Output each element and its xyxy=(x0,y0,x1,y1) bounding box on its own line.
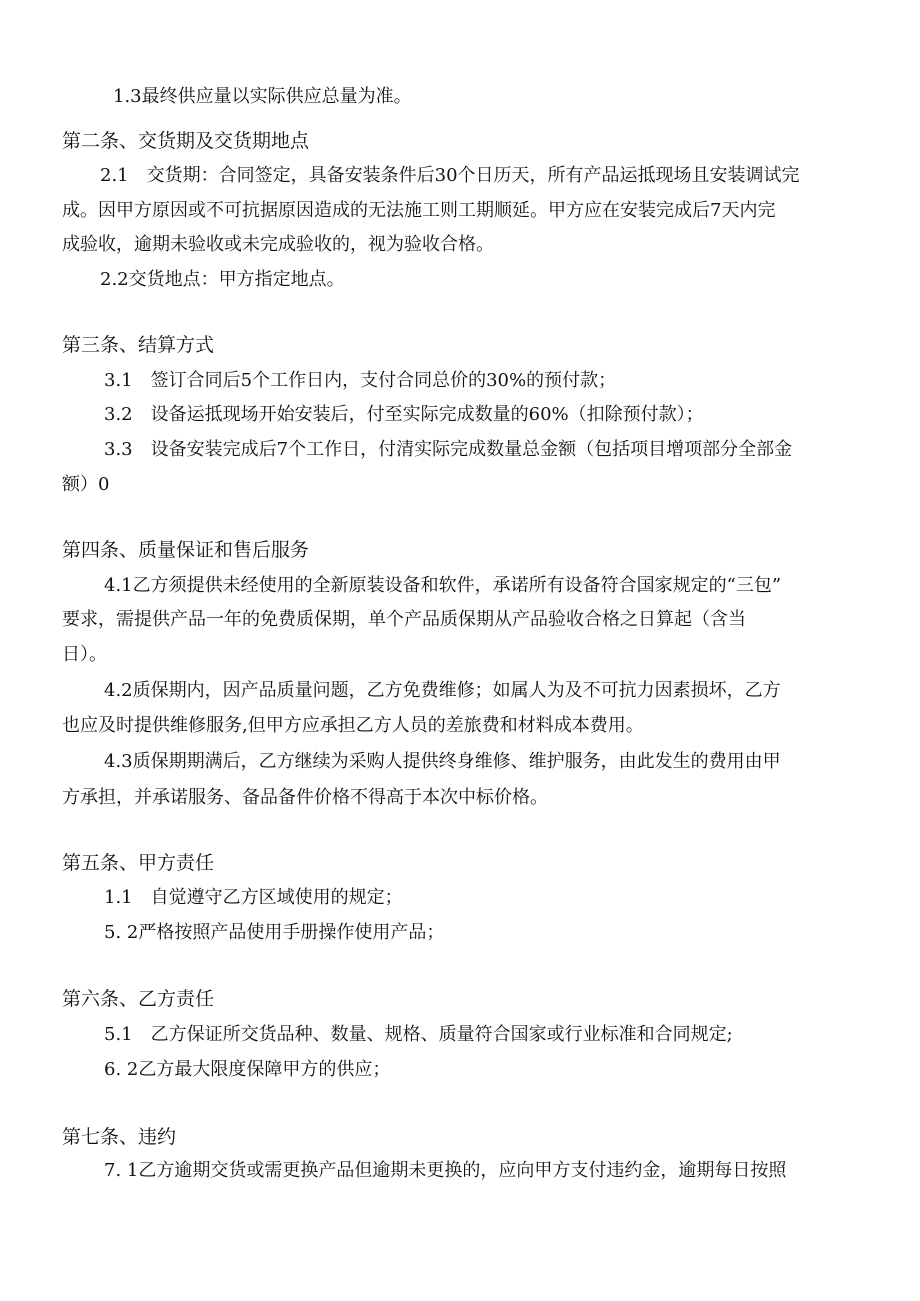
section-heading-5: 第五条、甲方责任 xyxy=(62,852,215,874)
clause-6-1: 5.1 乙方保证所交货品种、数量、规格、质量符合国家或行业标准和合同规定; xyxy=(104,1024,733,1045)
clause-2-2: 2.2交货地点：甲方指定地点。 xyxy=(100,269,345,290)
clause-2-1-line-2: 成。因甲方原因或不可抗据原因造成的无法施工则工期顺延。甲方应在安装完成后7天内完 xyxy=(62,200,776,221)
clause-3-3-line-2: 额）0 xyxy=(62,474,110,495)
clause-2-1-line-1: 2.1 交货期：合同签定，具备安装条件后30个日历天，所有产品运抵现场且安装调试完 xyxy=(100,165,800,186)
clause-3-3-line-1: 3.3 设备安装完成后7个工作日，付清实际完成数量总金额（包括项目增项部分全部金 xyxy=(104,439,793,460)
clause-5-1: 1.1 自觉遵守乙方区域使用的规定； xyxy=(104,887,403,908)
clause-1-3: 1.3最终供应量以实际供应总量为准。 xyxy=(113,86,412,107)
clause-4-2-line-2: 也应及时提供维修服务,但甲方应承担乙方人员的差旅费和材料成本费用。 xyxy=(62,715,644,736)
section-heading-3: 第三条、结算方式 xyxy=(62,334,215,356)
section-heading-7: 第七条、违约 xyxy=(62,1126,177,1148)
section-heading-2: 第二条、交货期及交货期地点 xyxy=(62,130,310,152)
clause-5-2: 5. 2严格按照产品使用手册操作使用产品； xyxy=(104,922,445,943)
clause-4-1-line-1: 4.1乙方须提供未经使用的全新原装设备和软件，承诺所有设备符合国家规定的“三包” xyxy=(104,575,782,596)
clause-7-1-line-1: 7. 1乙方逾期交货或需更换产品但逾期未更换的，应向甲方支付违约金，逾期每日按照 xyxy=(104,1160,787,1181)
clause-3-2: 3.2 设备运抵现场开始安装后，付至实际完成数量的60%（扣除预付款）； xyxy=(104,404,704,425)
section-heading-4: 第四条、质量保证和售后服务 xyxy=(62,539,310,561)
clause-4-1-line-3: 日）。 xyxy=(62,644,107,665)
section-heading-6: 第六条、乙方责任 xyxy=(62,988,215,1010)
clause-3-1: 3.1 签订合同后5个工作日内，支付合同总价的30%的预付款； xyxy=(104,370,617,391)
clause-4-1-line-2: 要求，需提供产品一年的免费质保期，单个产品质保期从产品验收合格之日算起（含当 xyxy=(62,609,746,630)
clause-4-2-line-1: 4.2质保期内，因产品质量问题，乙方免费维修；如属人为及不可抗力因素损坏，乙方 xyxy=(104,680,781,701)
clause-2-1-line-3: 成验收，逾期未验收或未完成验收的，视为验收合格。 xyxy=(62,234,494,255)
clause-6-2: 6. 2乙方最大限度保障甲方的供应； xyxy=(104,1059,391,1080)
clause-4-3-line-1: 4.3质保期期满后，乙方继续为采购人提供终身维修、维护服务，由此发生的费用由甲 xyxy=(104,751,781,772)
clause-4-3-line-2: 方承担，并承诺服务、备品备件价格不得高于本次中标价格。 xyxy=(62,787,548,808)
